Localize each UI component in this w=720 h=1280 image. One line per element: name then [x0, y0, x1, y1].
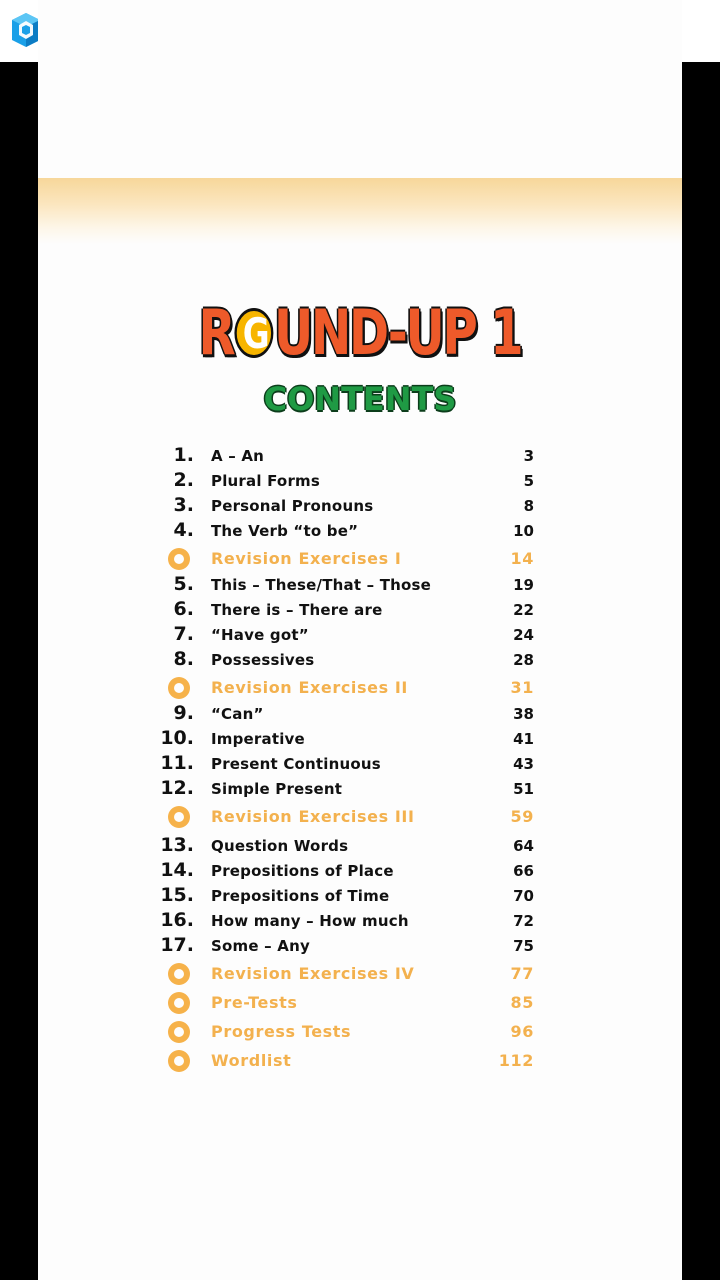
- toc-label: There is – There are: [211, 601, 383, 619]
- toc-label: Progress Tests: [211, 1022, 352, 1041]
- toc-page-number: 43: [513, 755, 534, 773]
- toc-number: 15.: [160, 884, 194, 906]
- toc-page-number: 72: [513, 912, 534, 930]
- toc-number: 8.: [173, 648, 194, 670]
- toc-number: 14.: [160, 859, 194, 881]
- toc-number: 11.: [160, 752, 194, 774]
- toc-label: Prepositions of Place: [211, 862, 394, 880]
- toc-label: Some – Any: [211, 937, 310, 955]
- toc-page-number: 70: [513, 887, 534, 905]
- toc-chapter-row: [38, 934, 682, 960]
- toc-page-number: 66: [513, 862, 534, 880]
- ring-bullet-icon: [168, 548, 190, 570]
- toc-label: The Verb “to be”: [211, 522, 359, 540]
- toc-page-number: 8: [523, 497, 534, 515]
- toc-chapter-row: [38, 702, 682, 728]
- toc-chapter-row: [38, 444, 682, 470]
- toc-label: Pre-Tests: [211, 993, 298, 1012]
- toc-number: 13.: [160, 834, 194, 856]
- toc-number: 6.: [173, 598, 194, 620]
- title-post: UND-UP 1: [274, 296, 522, 369]
- toc-label: Imperative: [211, 730, 305, 748]
- toc-label: Personal Pronouns: [211, 497, 374, 515]
- title-pre: R: [198, 296, 234, 369]
- toc-revision-row: [38, 991, 682, 1017]
- toc-page-number: 14: [510, 549, 534, 568]
- toc-page-number: 5: [523, 472, 534, 490]
- toc-chapter-row: [38, 727, 682, 753]
- toc-label: A – An: [211, 447, 265, 465]
- toc-number: 3.: [173, 494, 194, 516]
- toc-page-number: 75: [513, 937, 534, 955]
- toc-chapter-row: [38, 469, 682, 495]
- ring-bullet-icon: [168, 963, 190, 985]
- toc-chapter-row: [38, 623, 682, 649]
- ring-bullet-icon: [168, 1050, 190, 1072]
- toc-chapter-row: [38, 909, 682, 935]
- toc-number: 1.: [173, 444, 194, 466]
- toc-number: 16.: [160, 909, 194, 931]
- book-page: [38, 0, 682, 1280]
- toc-revision-row: [38, 805, 682, 831]
- toc-revision-row: [38, 1020, 682, 1046]
- toc-number: 17.: [160, 934, 194, 956]
- ring-bullet-icon: [168, 992, 190, 1014]
- toc-chapter-row: [38, 598, 682, 624]
- ring-bullet-icon: [168, 806, 190, 828]
- toc-chapter-row: [38, 519, 682, 545]
- toc-number: 2.: [173, 469, 194, 491]
- toc-label: Present Continuous: [211, 755, 381, 773]
- toc-page-number: 112: [498, 1051, 534, 1070]
- toc-page-number: 31: [510, 678, 534, 697]
- toc-chapter-row: [38, 884, 682, 910]
- toc-label: Wordlist: [211, 1051, 292, 1070]
- toc-label: This – These/That – Those: [211, 576, 432, 594]
- contents-heading: CONTENTS: [263, 380, 457, 418]
- toc-revision-row: [38, 547, 682, 573]
- toc-page-number: 3: [523, 447, 534, 465]
- toc-label: Revision Exercises II: [211, 678, 408, 697]
- toc-page-number: 64: [513, 837, 534, 855]
- toc-label: Revision Exercises I: [211, 549, 402, 568]
- toc-revision-row: [38, 962, 682, 988]
- toc-revision-row: [38, 1049, 682, 1075]
- ring-bullet-icon: [168, 677, 190, 699]
- toc-chapter-row: [38, 648, 682, 674]
- toc-number: 9.: [173, 702, 194, 724]
- toc-label: “Can”: [211, 705, 264, 723]
- toc-chapter-row: [38, 494, 682, 520]
- toc-chapter-row: [38, 573, 682, 599]
- toc-number: 5.: [173, 573, 194, 595]
- toc-page-number: 59: [510, 807, 534, 826]
- table-of-contents: [38, 0, 682, 1280]
- toc-page-number: 22: [513, 601, 534, 619]
- toc-page-number: 41: [513, 730, 534, 748]
- toc-label: How many – How much: [211, 912, 409, 930]
- toc-number: 4.: [173, 519, 194, 541]
- toc-chapter-row: [38, 777, 682, 803]
- toc-page-number: 28: [513, 651, 534, 669]
- toc-page-number: 96: [510, 1022, 534, 1041]
- toc-chapter-row: [38, 859, 682, 885]
- toc-label: Possessives: [211, 651, 315, 669]
- ring-bullet-icon: [168, 1021, 190, 1043]
- toc-label: Question Words: [211, 837, 349, 855]
- toc-number: 12.: [160, 777, 194, 799]
- toc-label: Revision Exercises III: [211, 807, 415, 826]
- toc-page-number: 38: [513, 705, 534, 723]
- toc-page-number: 24: [513, 626, 534, 644]
- toc-chapter-row: [38, 752, 682, 778]
- toc-label: Simple Present: [211, 780, 343, 798]
- toc-number: 10.: [160, 727, 194, 749]
- toc-page-number: 51: [513, 780, 534, 798]
- toc-page-number: 85: [510, 993, 534, 1012]
- toc-number: 7.: [173, 623, 194, 645]
- toc-label: Plural Forms: [211, 472, 320, 490]
- toc-revision-row: [38, 676, 682, 702]
- toc-label: Revision Exercises IV: [211, 964, 415, 983]
- toc-page-number: 10: [513, 522, 534, 540]
- toc-label: Prepositions of Time: [211, 887, 390, 905]
- toc-page-number: 77: [510, 964, 534, 983]
- toc-page-number: 19: [513, 576, 534, 594]
- toc-label: “Have got”: [211, 626, 309, 644]
- toc-chapter-row: [38, 834, 682, 860]
